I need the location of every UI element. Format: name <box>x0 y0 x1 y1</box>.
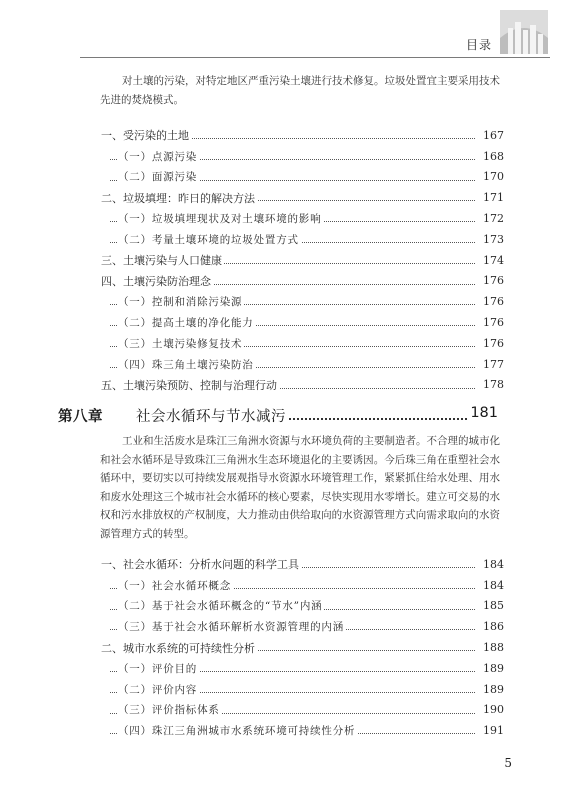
toc-entry-label: 四、土壤污染防治理念 <box>101 274 211 288</box>
toc-entry-page: 176 <box>480 274 504 287</box>
chapter-number: 第八章 <box>58 405 111 426</box>
toc-entry-page: 190 <box>480 703 504 716</box>
toc-entry[interactable] <box>0 291 570 312</box>
city-skyline-logo-icon <box>500 10 548 54</box>
header-title: 目录 <box>465 38 492 52</box>
toc-entry[interactable] <box>0 187 570 208</box>
chapter-leader-dots <box>258 418 470 420</box>
toc-entry[interactable] <box>0 575 570 596</box>
toc-entry-page: 176 <box>480 316 504 329</box>
toc-entry[interactable] <box>0 312 570 333</box>
toc-entry[interactable] <box>0 679 570 700</box>
toc-entry[interactable] <box>0 720 570 741</box>
toc-entry-page: 171 <box>480 191 504 204</box>
toc-entry-label: （二）考量土壤环境的垃圾处置方式 <box>118 233 299 246</box>
toc-entry-label: 二、垃圾填埋：昨日的解决方法 <box>101 191 255 205</box>
toc-entry-page: 172 <box>480 212 504 225</box>
toc-entry-label: （四）珠三角土壤污染防治 <box>118 358 254 371</box>
toc-entry-page: 176 <box>480 295 504 308</box>
toc-entry[interactable] <box>0 250 570 271</box>
toc-entry-page: 177 <box>480 358 504 371</box>
toc-entry-label: 二、城市水系统的可持续性分析 <box>101 641 255 655</box>
toc-entry[interactable] <box>0 333 570 354</box>
toc-entry[interactable] <box>0 596 570 617</box>
toc-entry[interactable] <box>0 700 570 721</box>
toc-entry-page: 168 <box>480 150 504 163</box>
toc-entry-page: 173 <box>480 233 504 246</box>
toc-entry[interactable] <box>0 125 570 146</box>
toc-entry-label: （二）基于社会水循环概念的“节水”内涵 <box>118 600 323 613</box>
toc-entry-label: （一）垃圾填埋现状及对土壤环境的影响 <box>118 213 322 226</box>
toc-entry-page: 167 <box>480 129 504 142</box>
chapter-summary: 工业和生活废水是珠江三角洲水资源与水环境负荷的主要制造者。不合理的城市化和社会水循环是导致珠江三角洲水生态环境退化的主要诱因。今后珠三角在重塑社会水循环中，要切实以可持续发展观指导水资源水环境管理工作，紧紧抓住给水处理、用水和废水处理这三个城市社会水循环的核心要素，尽快实现用水零增长。建立可交易的水权和污水排放权的产权制度，大力推动由供给取向的水资源管理方式向需求取向的水资源管理方式的转型。 <box>100 435 500 540</box>
toc-entry[interactable] <box>0 208 570 229</box>
page-header <box>0 0 570 62</box>
toc-entry[interactable] <box>0 637 570 658</box>
toc-entry-label: （一）点源污染 <box>118 150 198 163</box>
toc-entry-page: 186 <box>480 620 504 633</box>
toc-entry-page: 174 <box>480 254 504 267</box>
toc-entry[interactable] <box>0 229 570 250</box>
toc-entry-page: 184 <box>480 558 504 571</box>
toc-entry-label: 五、土壤污染预防、控制与治理行动 <box>101 378 277 392</box>
toc-entry-label: （二）面源污染 <box>118 171 198 184</box>
toc-section-1 <box>0 125 570 395</box>
toc-entry[interactable] <box>0 354 570 375</box>
toc-entry-label: （三）基于社会水循环解析水资源管理的内涵 <box>118 621 344 634</box>
toc-entry-label: （一）控制和消除污染源 <box>118 296 243 309</box>
header-rule <box>80 57 550 58</box>
toc-entry-page: 189 <box>480 662 504 675</box>
toc-entry-label: （四）珠江三角洲城市水系统环境可持续性分析 <box>118 725 356 738</box>
toc-entry[interactable] <box>0 375 570 396</box>
toc-entry-label: （一）社会水循环概念 <box>118 579 231 592</box>
intro-paragraph: 对土壤的污染，对特定地区严重污染土壤进行技术修复。垃圾处置宜主要采用技术先进的焚烧模式。 <box>100 75 500 106</box>
toc-entry-label: 三、土壤污染与人口健康 <box>101 254 222 268</box>
toc-entry[interactable] <box>0 271 570 292</box>
toc-entry-page: 170 <box>480 170 504 183</box>
toc-entry-page: 191 <box>480 724 504 737</box>
chapter-title: 社会水循环与节水减污 <box>136 405 289 426</box>
toc-entry-label: （二）提高土壤的净化能力 <box>118 317 254 330</box>
toc-entry-page: 176 <box>480 337 504 350</box>
toc-entry[interactable] <box>0 658 570 679</box>
toc-entry-page: 184 <box>480 579 504 592</box>
toc-entry-page: 189 <box>480 683 504 696</box>
toc-entry-page: 178 <box>480 378 504 391</box>
toc-entry-page: 185 <box>480 599 504 612</box>
toc-entry-label: （二）评价内容 <box>118 683 198 696</box>
toc-entry[interactable] <box>0 616 570 637</box>
toc-entry-label: 一、受污染的土地 <box>101 129 189 143</box>
chapter-page: 181 <box>467 405 498 421</box>
toc-entry[interactable] <box>0 554 570 575</box>
chapter-heading[interactable] <box>58 405 498 427</box>
toc-entry-label: （一）评价目的 <box>118 662 198 675</box>
toc-section-2 <box>0 554 570 741</box>
toc-entry-label: 一、社会水循环：分析水问题的科学工具 <box>101 558 299 572</box>
page-number: 5 <box>504 756 512 770</box>
toc-entry[interactable] <box>0 167 570 188</box>
toc-entry-label: （三）评价指标体系 <box>118 704 220 717</box>
toc-entry-label: （三）土壤污染修复技术 <box>118 337 243 350</box>
toc-entry[interactable] <box>0 146 570 167</box>
toc-entry-page: 188 <box>480 641 504 654</box>
